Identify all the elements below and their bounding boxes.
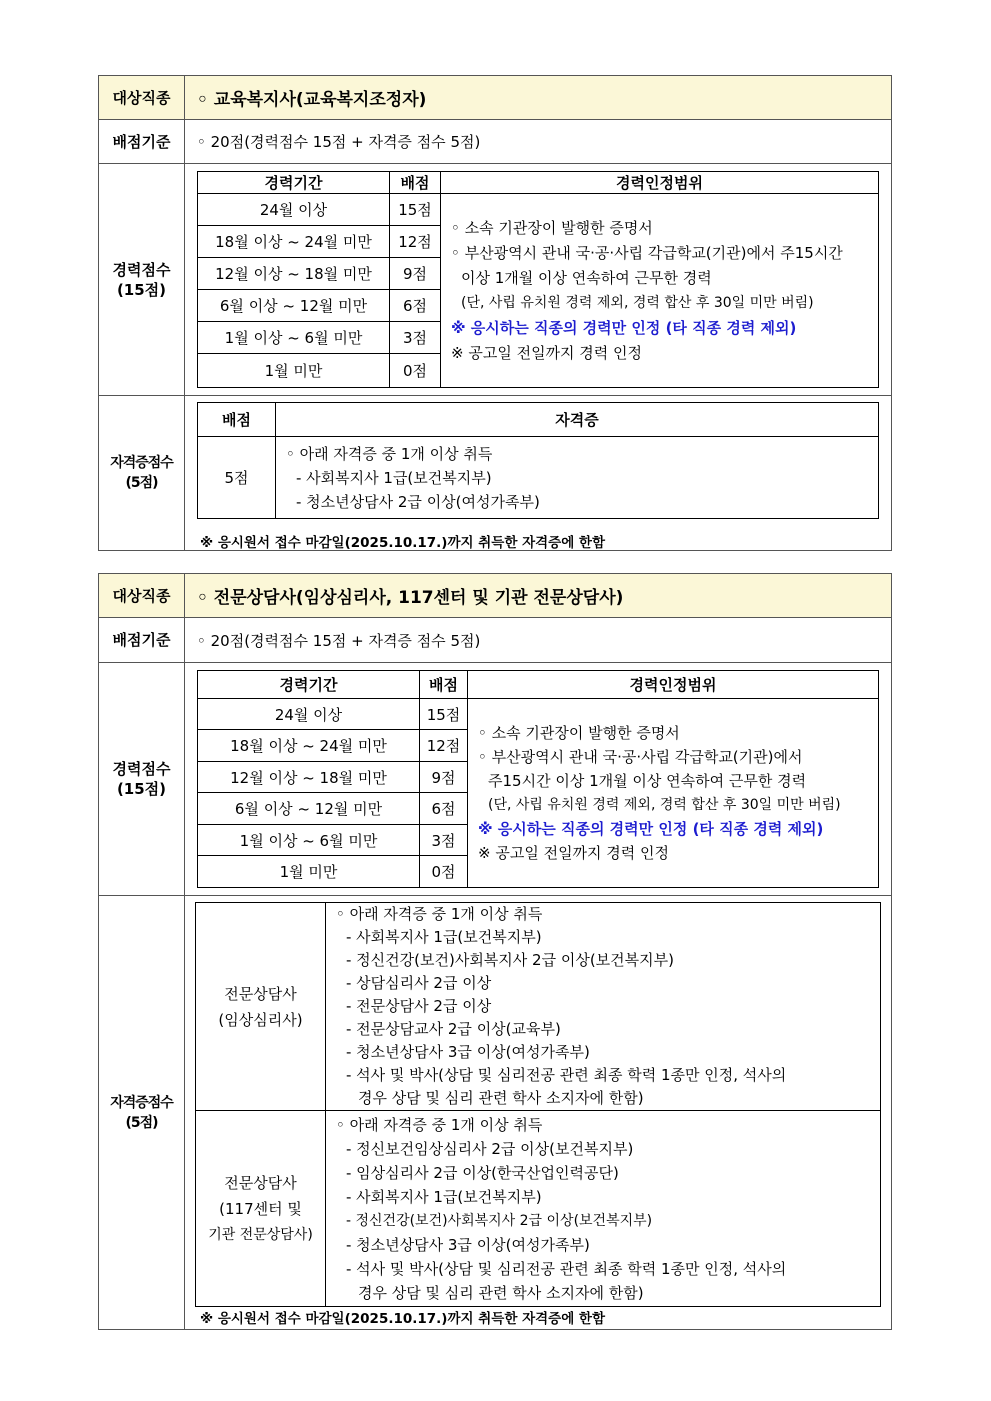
career-cell [185, 663, 892, 896]
cert-line: 경우 상담 및 심리 관련 학사 소지자에 한함) [358, 1089, 644, 1107]
career-points: 6점 [390, 290, 441, 322]
cert-table [197, 402, 879, 519]
score-label: 배점기준 [99, 618, 185, 663]
cert-line: - 정신보건임상심리사 2급 이상(보건복지부) [346, 1139, 634, 1158]
career-period: 12월 이상 ~ 18월 미만 [198, 762, 420, 793]
career-period: 1월 이상 ~ 6월 미만 [198, 322, 390, 354]
career-period: 1월 미만 [198, 856, 420, 888]
cert-label [99, 396, 185, 551]
career-label-line: 경력점수 [112, 260, 171, 279]
cert-group-name [196, 903, 326, 1111]
group-name-line: 전문상담사 [224, 984, 297, 1003]
cert-label-line: 자격증점수 [110, 1094, 173, 1111]
cert-line: - 청소년상담사 3급 이상(여성가족부) [346, 1235, 590, 1254]
career-period: 6월 이상 ~ 12월 미만 [198, 290, 390, 322]
cert-line: 경우 상담 및 심리 관련 학사 소지자에 한함) [358, 1283, 644, 1302]
career-points: 0점 [390, 354, 441, 388]
group-name-line: (117센터 및 [219, 1199, 302, 1218]
cert-deadline-note: ※ 응시원서 접수 마감일(2025.10.17.)까지 취득한 자격증에 한함 [200, 535, 606, 551]
scope-note-blue: ※ 응시하는 직종의 경력만 인정 (타 직종 경력 제외) [451, 318, 797, 337]
career-points: 6점 [420, 793, 468, 825]
header-scope: 경력인정범위 [441, 172, 879, 194]
scope-line: ※ 공고일 전일까지 경력 인정 [451, 343, 643, 362]
career-points: 0점 [420, 856, 468, 888]
scope-line: ◦ 부산광역시 관내 국·공·사립 각급학교(기관)에서 [478, 748, 803, 766]
cert-list [276, 437, 879, 519]
header-period: 경력기간 [198, 671, 420, 699]
cert-table [195, 902, 881, 1307]
criteria-table [98, 573, 892, 1330]
scope-line: ◦ 소속 기관장이 발행한 증명서 [451, 218, 653, 237]
scope-line: 주15시간 이상 1개월 이상 연속하여 근무한 경력 [488, 772, 807, 790]
career-table [197, 670, 879, 888]
career-period: 1월 이상 ~ 6월 미만 [198, 825, 420, 856]
job-value: ◦ 전문상담사(임상심리사, 117센터 및 기관 전문상담사) [185, 574, 892, 618]
criteria-table [98, 75, 892, 551]
cert-list [326, 903, 881, 1111]
scope-line: 이상 1개월 이상 연속하여 근무한 경력 [461, 268, 712, 287]
career-table [197, 171, 879, 388]
cert-line: - 상담심리사 2급 이상 [346, 974, 492, 992]
cert-line: - 정신건강(보건)사회복지사 2급 이상(보건복지부) [346, 951, 674, 969]
score-value: ◦ 20점(경력점수 15점 + 자격증 점수 5점) [185, 618, 892, 663]
cert-line: - 전문상담교사 2급 이상(교육부) [346, 1020, 561, 1038]
job-label: 대상직종 [99, 574, 185, 618]
career-period: 24월 이상 [198, 194, 390, 226]
cert-line: - 사회복지사 1급(보건복지부) [346, 1187, 542, 1206]
cert-points: 5점 [198, 437, 276, 519]
cert-label-line: (5점) [125, 1114, 158, 1131]
cert-line: - 석사 및 박사(상담 및 심리전공 관련 최종 학력 1종만 인정, 석사의 [346, 1259, 787, 1278]
cert-group-name [196, 1111, 326, 1307]
header-points: 배점 [198, 403, 276, 437]
cert-label-line: 자격증점수 [110, 455, 173, 471]
career-label [99, 164, 185, 396]
header-points: 배점 [420, 671, 468, 699]
career-period: 12월 이상 ~ 18월 미만 [198, 258, 390, 290]
career-period: 1월 미만 [198, 354, 390, 388]
scope-line: ◦ 부산광역시 관내 국·공·사립 각급학교(기관)에서 주15시간 [451, 243, 843, 262]
cert-line: - 사회복지사 1급(보건복지부) [296, 468, 492, 487]
career-scope [468, 699, 879, 888]
career-label-line: 경력점수 [112, 760, 171, 778]
scope-line: ◦ 소속 기관장이 발행한 증명서 [478, 724, 680, 742]
career-points: 12점 [420, 730, 468, 762]
career-period: 6월 이상 ~ 12월 미만 [198, 793, 420, 825]
scope-note-blue: ※ 응시하는 직종의 경력만 인정 (타 직종 경력 제외) [478, 820, 824, 838]
cert-line: - 임상심리사 2급 이상(한국산업인력공단) [346, 1163, 619, 1182]
career-points: 3점 [390, 322, 441, 354]
header-scope: 경력인정범위 [468, 671, 879, 699]
section-education-welfare [98, 75, 892, 551]
cert-line: ◦ 아래 자격증 중 1개 이상 취득 [336, 1115, 543, 1134]
career-points: 12점 [390, 226, 441, 258]
cert-line: ◦ 아래 자격증 중 1개 이상 취득 [336, 905, 543, 923]
career-label-line: (15점) [116, 280, 167, 299]
cert-label-line: (5점) [125, 475, 158, 491]
cert-list [326, 1111, 881, 1307]
career-label [99, 663, 185, 896]
career-points: 15점 [390, 194, 441, 226]
career-points: 3점 [420, 825, 468, 856]
header-period: 경력기간 [198, 172, 390, 194]
cert-line: - 전문상담사 2급 이상 [346, 997, 492, 1015]
section-counselor [98, 573, 892, 1330]
score-label: 배점기준 [99, 120, 185, 164]
career-period: 24월 이상 [198, 699, 420, 730]
career-points: 9점 [390, 258, 441, 290]
header-points: 배점 [390, 172, 441, 194]
cert-line: ◦ 아래 자격증 중 1개 이상 취득 [286, 444, 493, 463]
career-points: 15점 [420, 699, 468, 730]
career-points: 9점 [420, 762, 468, 793]
group-name-line: 기관 전문상담사) [208, 1226, 313, 1243]
cert-cell [185, 896, 892, 1330]
score-value: ◦ 20점(경력점수 15점 + 자격증 점수 5점) [185, 120, 892, 164]
job-value: ◦ 교육복지사(교육복지조정자) [185, 76, 892, 120]
cert-line: - 사회복지사 1급(보건복지부) [346, 928, 542, 946]
scope-line: (단, 사립 유치원 경력 제외, 경력 합산 후 30일 미만 버림) [461, 294, 814, 311]
group-name-line: (임상심리사) [218, 1010, 303, 1029]
scope-line: (단, 사립 유치원 경력 제외, 경력 합산 후 30일 미만 버림) [488, 797, 841, 813]
cert-line: - 석사 및 박사(상담 및 심리전공 관련 최종 학력 1종만 인정, 석사의 [346, 1066, 787, 1084]
header-cert: 자격증 [276, 403, 879, 437]
cert-cell [185, 396, 892, 551]
career-cell [185, 164, 892, 396]
career-scope [441, 194, 879, 388]
cert-line: - 청소년상담사 3급 이상(여성가족부) [346, 1043, 590, 1061]
career-period: 18월 이상 ~ 24월 미만 [198, 226, 390, 258]
scope-line: ※ 공고일 전일까지 경력 인정 [478, 844, 670, 862]
cert-label [99, 896, 185, 1330]
job-label: 대상직종 [99, 76, 185, 120]
cert-line: - 청소년상담사 2급 이상(여성가족부) [296, 492, 540, 511]
career-label-line: (15점) [116, 780, 167, 798]
cert-deadline-note: ※ 응시원서 접수 마감일(2025.10.17.)까지 취득한 자격증에 한함 [200, 1311, 606, 1327]
group-name-line: 전문상담사 [224, 1173, 297, 1192]
career-period: 18월 이상 ~ 24월 미만 [198, 730, 420, 762]
cert-line: - 정신건강(보건)사회복지사 2급 이상(보건복지부) [346, 1212, 653, 1229]
